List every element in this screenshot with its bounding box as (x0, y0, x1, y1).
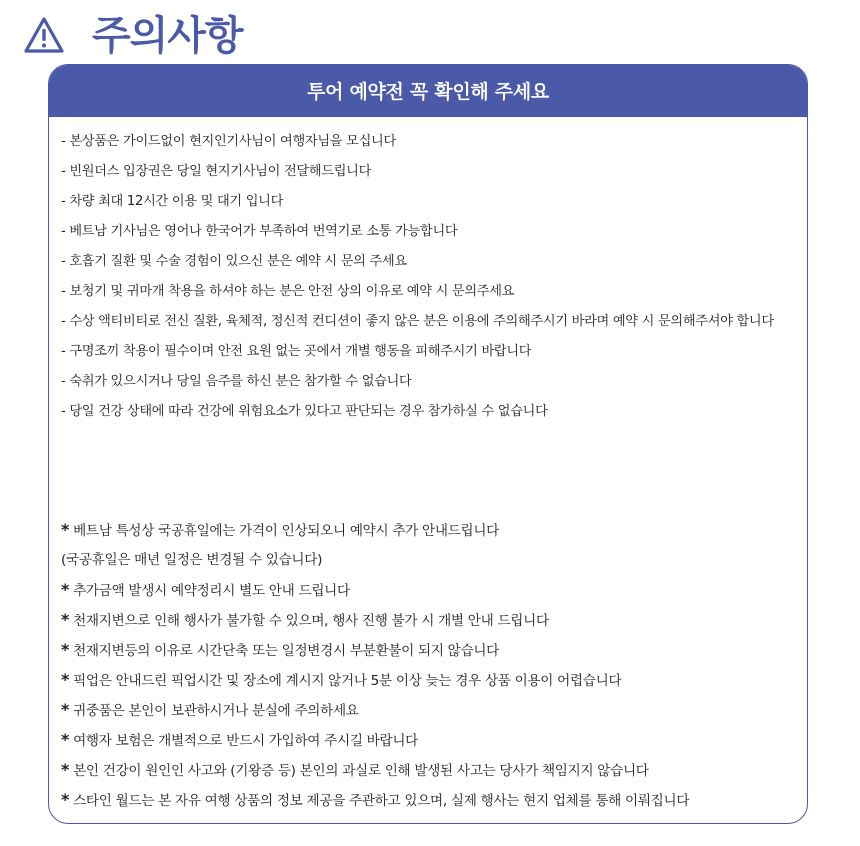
note-item (61, 605, 689, 635)
note-text: 천재지변등의 이유로 시간단축 또는 일정변경시 부분환불이 되지 않습니다 (73, 643, 500, 659)
note-item (61, 515, 689, 545)
note-item (61, 695, 689, 725)
note-item (61, 635, 689, 665)
note-text: 베트남 특성상 국공휴일에는 가격이 인상되오니 예약시 추가 안내드립니다 (73, 523, 500, 539)
star-marker: * (61, 730, 70, 749)
list-item: - 차량 최대 12시간 이용 및 대기 입니다 (61, 194, 284, 209)
list-item: - 베트남 기사님은 영어나 한국어가 부족하여 번역기로 소통 가능합니다 (61, 224, 458, 239)
note-text: 픽업은 안내드린 픽업시간 및 장소에 계시지 않거나 5분 이상 늦는 경우 상품 이용이 어렵습니다 (73, 673, 622, 689)
note-item (61, 785, 689, 815)
note-text: 스타인 월드는 본 자유 여행 상품의 정보 제공을 주관하고 있으며, 실제 행사는 현지 업체를 통해 이뤄집니다 (73, 793, 690, 809)
note-text: 여행자 보험은 개별적으로 반드시 가입하여 주시길 바랍니다 (73, 733, 418, 749)
warning-triangle-icon (22, 14, 66, 58)
note-text: (국공휴일은 매년 일정은 변경될 수 있습니다) (61, 552, 323, 568)
list-item: - 당일 건강 상태에 따라 건강에 위험요소가 있다고 판단되는 경우 참가하실 수 없습니다 (61, 404, 548, 419)
note-text: 추가금액 발생시 예약정리시 별도 안내 드립니다 (73, 583, 350, 599)
star-marker: * (61, 610, 70, 629)
note-text: 천재지변으로 인해 행사가 불가할 수 있으며, 행사 진행 불가 시 개별 안내 드립니다 (73, 613, 549, 629)
list-item: - 본상품은 가이드없이 현지인기사님이 여행자님을 모십니다 (61, 134, 396, 149)
star-marker: * (61, 640, 70, 659)
note-text: 귀중품은 본인이 보관하시거나 분실에 주의하세요 (73, 703, 359, 719)
star-notes-list (61, 515, 689, 815)
star-marker: * (61, 580, 70, 599)
star-marker: * (61, 520, 70, 539)
note-item (61, 755, 689, 785)
note-item (61, 665, 689, 695)
star-marker: * (61, 670, 70, 689)
note-item (61, 725, 689, 755)
list-item: - 호흡기 질환 및 수술 경험이 있으신 분은 예약 시 문의 주세요 (61, 254, 407, 269)
page-title: 주의사항 (92, 13, 243, 59)
note-item (61, 545, 689, 575)
list-item: - 빈원더스 입장권은 당일 현지기사님이 전달해드립니다 (61, 164, 372, 179)
list-item: - 보청기 및 귀마개 착용을 하셔야 하는 분은 안전 상의 이유로 예약 시 문의주세요 (61, 284, 515, 299)
star-marker: * (61, 700, 70, 719)
dash-list (61, 127, 774, 427)
list-item: - 숙취가 있으시거나 당일 음주를 하신 분은 참가할 수 없습니다 (61, 374, 412, 389)
star-marker: * (61, 760, 70, 779)
note-text: 본인 건강이 원인인 사고와 (기왕증 등) 본인의 과실로 인해 발생된 사고는 당사가 책임지지 않습니다 (73, 763, 649, 779)
title-row (22, 8, 243, 64)
star-marker: * (61, 790, 70, 809)
list-item: - 수상 액티비티로 전신 질환, 육체적, 정신적 컨디션이 좋지 않은 분은 이용에 주의해주시기 바라며 예약 시 문의해주셔야 합니다 (61, 314, 774, 329)
card-header: 투어 예약전 꼭 확인해 주세요 (49, 65, 807, 117)
note-item (61, 575, 689, 605)
list-item: - 구명조끼 착용이 필수이며 안전 요원 없는 곳에서 개별 행동을 피해주시기 바랍니다 (61, 344, 532, 359)
notice-card (48, 64, 808, 824)
